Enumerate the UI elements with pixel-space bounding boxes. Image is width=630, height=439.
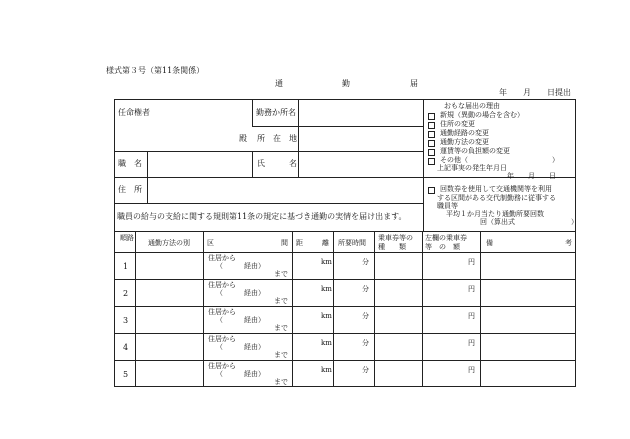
- address-label: 住 所: [118, 185, 142, 194]
- col-remarks-label-b: 考: [565, 239, 572, 247]
- job-title-label: 職 名: [118, 159, 142, 168]
- reason-label-method: 通勤方法の変更: [440, 138, 489, 146]
- name-field[interactable]: [300, 153, 421, 176]
- location-field[interactable]: [300, 128, 421, 150]
- col-order-label-1: 順路: [120, 234, 134, 242]
- col-fare-label-a: 乗車券等の: [378, 234, 413, 242]
- col-fare-label-b: 種 類: [378, 243, 406, 251]
- row-yen-unit: 円: [468, 312, 475, 320]
- row-from: 住居から: [208, 335, 236, 343]
- col-method-label: 通勤方法の別: [148, 239, 190, 247]
- ticket-line-3: 職員等: [437, 202, 458, 210]
- row-yen-unit: 円: [468, 285, 475, 293]
- reason-label-fare: 運賃等の負担額の変更: [440, 147, 510, 155]
- reason-checkbox-address[interactable]: [428, 122, 435, 129]
- row-yen-unit: 円: [468, 339, 475, 347]
- row-number: 3: [123, 316, 129, 325]
- row-from: 住居から: [208, 254, 236, 262]
- row-km-unit: km: [321, 258, 332, 266]
- ticket-line-2: する区間がある交代制勤務に従事する: [437, 194, 556, 202]
- reason-checkbox-other[interactable]: [428, 158, 435, 165]
- reason-checkbox-route[interactable]: [428, 131, 435, 138]
- row-km-unit: km: [321, 285, 332, 293]
- submission-date: 年 月 日提出: [499, 88, 571, 97]
- occurrence-date: 年 月 日: [507, 172, 556, 180]
- col-distance-label-b: 離: [322, 239, 329, 247]
- office-name-label: 勤務か所名: [256, 108, 296, 117]
- name-label: 氏 名: [257, 159, 297, 168]
- col-left-amount-label-a: 左欄の乗車券: [425, 234, 467, 242]
- declaration-text: 職員の給与の支給に関する規則第11条の規定に基づき通勤の実情を届け出ます。: [117, 212, 407, 221]
- row-yen-unit: 円: [468, 366, 475, 374]
- reason-checkbox-method[interactable]: [428, 140, 435, 147]
- form-number: 様式第３号（第11条関係）: [106, 66, 205, 75]
- row-km-unit: km: [321, 339, 332, 347]
- office-name-field[interactable]: [300, 101, 421, 125]
- route-row: [0, 252, 630, 279]
- col-remarks-label-a: 備: [486, 239, 493, 247]
- row-to: まで: [274, 324, 288, 332]
- ticket-line-5: 回（算出式 ）: [480, 218, 578, 226]
- row-number: 5: [123, 370, 129, 379]
- col-section-label-b: 間: [281, 239, 288, 247]
- row-min-unit: 分: [362, 366, 369, 374]
- route-row: [0, 333, 630, 360]
- reason-label-new: 新規（異動の場合を含む）: [440, 111, 524, 119]
- row-to: まで: [274, 270, 288, 278]
- row-via: （ 経由）: [216, 262, 265, 270]
- row-from: 住居から: [208, 281, 236, 289]
- job-title-field[interactable]: [149, 153, 251, 176]
- route-row: [0, 306, 630, 333]
- row-km-unit: km: [321, 366, 332, 374]
- row-to: まで: [274, 351, 288, 359]
- title-char-3: 届: [410, 79, 418, 88]
- row-to: まで: [274, 297, 288, 305]
- row-number: 1: [123, 262, 129, 271]
- ticket-line-1: 回数券を使用して交通機関等を利用: [440, 185, 552, 193]
- row-min-unit: 分: [362, 285, 369, 293]
- row-number: 2: [123, 289, 129, 298]
- occurrence-label: 上記事実の発生年月日: [437, 164, 507, 172]
- row-via: （ 経由）: [216, 370, 265, 378]
- appointer-field[interactable]: [116, 118, 250, 148]
- reason-checkbox-fare[interactable]: [428, 149, 435, 156]
- row-from: 住居から: [208, 308, 236, 316]
- col-distance-label-a: 距: [296, 239, 303, 247]
- col-left-amount-label-b: 等 の 額: [425, 243, 460, 251]
- title-char-1: 通: [275, 79, 283, 88]
- reasons-title: おもな届出の理由: [444, 102, 500, 110]
- route-row: [0, 279, 630, 306]
- honorific-label: 殿: [239, 134, 247, 143]
- row-km-unit: km: [321, 312, 332, 320]
- col-section-label-a: 区: [207, 239, 214, 247]
- appointer-label: 任命権者: [118, 108, 150, 117]
- row-via: （ 経由）: [216, 316, 265, 324]
- route-row: [0, 360, 630, 387]
- reason-label-route: 通勤経路の変更: [440, 129, 489, 137]
- row-to: まで: [274, 378, 288, 386]
- title-char-2: 勤: [342, 79, 350, 88]
- row-min-unit: 分: [362, 258, 369, 266]
- location-label: 所 在 地: [257, 134, 297, 143]
- row-via: （ 経由）: [216, 289, 265, 297]
- row-min-unit: 分: [362, 312, 369, 320]
- address-field[interactable]: [149, 179, 422, 202]
- row-from: 住居から: [208, 362, 236, 370]
- reason-label-other: その他（ ）: [440, 156, 559, 164]
- col-time-label: 所要時間: [338, 239, 366, 247]
- row-yen-unit: 円: [468, 258, 475, 266]
- ticket-checkbox[interactable]: [428, 187, 435, 194]
- ticket-line-4: 平均１か月当たり通勤所要回数: [446, 210, 544, 218]
- row-number: 4: [123, 343, 129, 352]
- reason-label-address: 住所の変更: [440, 120, 475, 128]
- reason-checkbox-new[interactable]: [428, 113, 435, 120]
- row-min-unit: 分: [362, 339, 369, 347]
- row-via: （ 経由）: [216, 343, 265, 351]
